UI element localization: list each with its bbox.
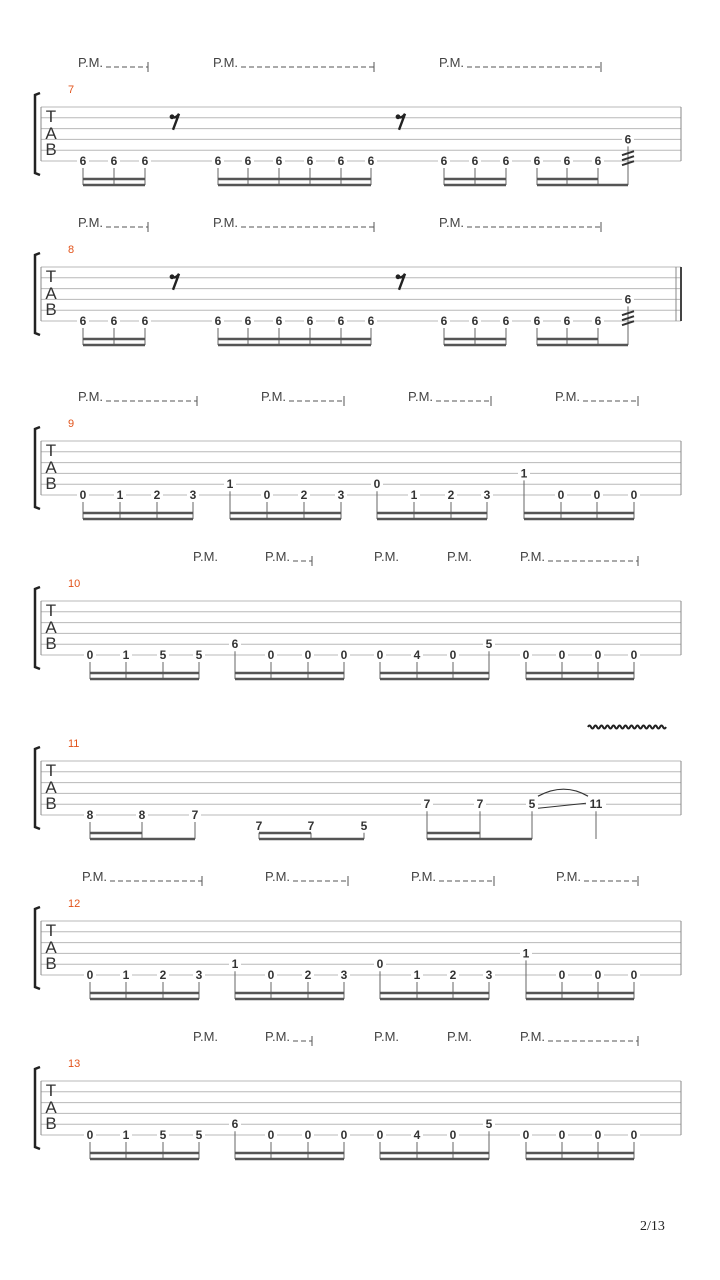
fret-number: 7: [255, 818, 263, 833]
system-bracket: [35, 253, 40, 335]
fret-number: 6: [594, 154, 602, 168]
fret-number: 1: [122, 968, 130, 982]
eighth-rest-dot: [396, 274, 401, 279]
fret-number: 1: [122, 1128, 130, 1142]
tab-clef-letter: A: [45, 1098, 57, 1117]
palm-mute-label: P.M.: [78, 55, 104, 70]
tie-arc: [538, 789, 588, 796]
fret-number: 0: [594, 968, 602, 982]
fret-number: 6: [306, 314, 314, 328]
palm-mute-label: P.M.: [78, 389, 104, 404]
tab-clef-letter: A: [45, 938, 57, 957]
fret-number: 0: [558, 648, 566, 662]
fret-number: 0: [304, 1128, 312, 1142]
fret-number: 6: [533, 154, 541, 168]
fret-number: 0: [449, 1128, 457, 1142]
tab-clef-letter: T: [45, 107, 57, 126]
fret-number: 8: [138, 808, 146, 822]
tab-clef-letter: T: [45, 601, 57, 620]
tab-clef-letter: A: [45, 458, 57, 477]
fret-number: 1: [413, 968, 421, 982]
palm-mute-label: P.M.: [556, 869, 582, 884]
palm-mute-label: P.M.: [265, 869, 291, 884]
palm-mute-label: P.M.: [78, 215, 104, 230]
palm-mute-label: P.M.: [447, 549, 473, 564]
fret-number: 6: [275, 314, 283, 328]
palm-mute-label: P.M.: [520, 1029, 546, 1044]
fret-number: 0: [340, 648, 348, 662]
fret-number: 0: [373, 477, 381, 492]
fret-number: 2: [449, 968, 457, 982]
fret-number: 6: [367, 314, 375, 328]
tab-clef-letter: A: [45, 124, 57, 143]
fret-number: 6: [502, 314, 510, 328]
measure-number: 7: [68, 84, 75, 96]
tab-clef-letter: B: [45, 794, 57, 813]
fret-number: 0: [449, 648, 457, 662]
fret-number: 6: [110, 154, 118, 168]
fret-number: 7: [476, 797, 484, 812]
fret-number: 6: [275, 154, 283, 168]
palm-mute-label: P.M.: [374, 549, 400, 564]
fret-number: 6: [624, 292, 632, 307]
fret-number: 6: [231, 1117, 239, 1132]
fret-number: 0: [86, 1128, 94, 1142]
fret-number: 6: [141, 314, 149, 328]
fret-number: 0: [630, 488, 638, 502]
fret-number: 3: [485, 968, 493, 982]
palm-mute-label: P.M.: [439, 55, 465, 70]
tab-clef-letter: B: [45, 954, 57, 973]
fret-number: 0: [558, 968, 566, 982]
fret-number: 6: [367, 154, 375, 168]
eighth-rest-dot: [170, 114, 175, 119]
palm-mute-label: P.M.: [193, 549, 219, 564]
tab-clef-letter: T: [45, 441, 57, 460]
fret-number: 0: [263, 488, 271, 502]
system-bracket: [35, 747, 40, 829]
fret-number: 6: [214, 314, 222, 328]
fret-number: 0: [630, 648, 638, 662]
fret-number: 0: [376, 957, 384, 972]
fret-number: 2: [159, 968, 167, 982]
fret-number: 7: [191, 808, 199, 822]
fret-number: 2: [153, 488, 161, 502]
fret-number: 0: [594, 1128, 602, 1142]
tab-clef-letter: A: [45, 618, 57, 637]
fret-number: 5: [485, 1117, 493, 1132]
fret-number: 2: [300, 488, 308, 502]
measure-number: 9: [68, 418, 75, 430]
fret-number: 8: [86, 808, 94, 822]
fret-number: 5: [159, 648, 167, 662]
palm-mute-label: P.M.: [193, 1029, 219, 1044]
fret-number: 6: [141, 154, 149, 168]
fret-number: 6: [563, 154, 571, 168]
fret-number: 1: [231, 957, 239, 972]
fret-number: 5: [360, 818, 368, 833]
fret-number: 0: [630, 968, 638, 982]
fret-number: 6: [79, 314, 87, 328]
system-bracket: [35, 907, 40, 989]
fret-number: 7: [307, 818, 315, 833]
tab-clef-letter: B: [45, 140, 57, 159]
palm-mute-label: P.M.: [213, 215, 239, 230]
palm-mute-label: P.M.: [555, 389, 581, 404]
fret-number: 1: [410, 488, 418, 502]
tab-clef-letter: A: [45, 778, 57, 797]
system-bracket: [35, 1067, 40, 1149]
measure-number: 13: [68, 1058, 81, 1070]
fret-number: 6: [337, 154, 345, 168]
system-bracket: [35, 427, 40, 509]
palm-mute-label: P.M.: [265, 1029, 291, 1044]
fret-number: 6: [440, 314, 448, 328]
fret-number: 0: [557, 488, 565, 502]
measure-number: 8: [68, 244, 75, 256]
tab-clef-letter: B: [45, 300, 57, 319]
fret-number: 6: [563, 314, 571, 328]
tab-clef-letter: A: [45, 284, 57, 303]
fret-number: 6: [231, 637, 239, 652]
eighth-rest-dot: [170, 274, 175, 279]
fret-number: 0: [594, 648, 602, 662]
fret-number: 3: [189, 488, 197, 502]
palm-mute-label: P.M.: [411, 869, 437, 884]
palm-mute-label: P.M.: [213, 55, 239, 70]
palm-mute-label: P.M.: [447, 1029, 473, 1044]
fret-number: 6: [440, 154, 448, 168]
fret-number: 3: [340, 968, 348, 982]
fret-number: 0: [630, 1128, 638, 1142]
tab-clef-letter: B: [45, 474, 57, 493]
fret-number: 0: [267, 968, 275, 982]
fret-number: 0: [340, 1128, 348, 1142]
palm-mute-label: P.M.: [520, 549, 546, 564]
fret-number: 6: [594, 314, 602, 328]
fret-number: 0: [267, 1128, 275, 1142]
fret-number: 1: [226, 477, 234, 492]
palm-mute-label: P.M.: [408, 389, 434, 404]
fret-number: 0: [522, 648, 530, 662]
fret-number: 11: [589, 797, 603, 812]
page-number: 2/13: [640, 1219, 665, 1234]
fret-number: 6: [110, 314, 118, 328]
fret-number: 0: [376, 1128, 384, 1142]
fret-number: 5: [195, 1128, 203, 1142]
fret-number: 0: [86, 968, 94, 982]
fret-number: 1: [122, 648, 130, 662]
fret-number: 6: [306, 154, 314, 168]
tab-clef-letter: T: [45, 267, 57, 286]
fret-number: 6: [244, 154, 252, 168]
fret-number: 6: [624, 132, 632, 147]
tab-clef-letter: B: [45, 634, 57, 653]
fret-number: 7: [423, 797, 431, 812]
fret-number: 4: [413, 648, 421, 662]
fret-number: 6: [337, 314, 345, 328]
tab-clef-letter: T: [45, 761, 57, 780]
vibrato-mark: [588, 726, 666, 729]
palm-mute-label: P.M.: [261, 389, 287, 404]
eighth-rest-dot: [396, 114, 401, 119]
system-bracket: [35, 587, 40, 669]
measure-number: 10: [68, 578, 81, 590]
fret-number: 1: [116, 488, 124, 502]
fret-number: 6: [502, 154, 510, 168]
fret-number: 1: [522, 946, 530, 961]
measure-number: 11: [68, 738, 80, 750]
fret-number: 5: [485, 637, 493, 652]
fret-number: 5: [195, 648, 203, 662]
fret-number: 0: [267, 648, 275, 662]
fret-number: 0: [558, 1128, 566, 1142]
palm-mute-label: P.M.: [439, 215, 465, 230]
fret-number: 6: [533, 314, 541, 328]
fret-number: 2: [447, 488, 455, 502]
measure-number: 12: [68, 898, 81, 910]
palm-mute-label: P.M.: [82, 869, 108, 884]
fret-number: 0: [79, 488, 87, 502]
palm-mute-label: P.M.: [374, 1029, 400, 1044]
tab-clef-letter: B: [45, 1114, 57, 1133]
fret-number: 4: [413, 1128, 421, 1142]
fret-number: 6: [244, 314, 252, 328]
fret-number: 6: [471, 154, 479, 168]
system-bracket: [35, 93, 40, 175]
fret-number: 5: [528, 797, 536, 812]
fret-number: 6: [79, 154, 87, 168]
fret-number: 5: [159, 1128, 167, 1142]
fret-number: 0: [86, 648, 94, 662]
fret-number: 6: [214, 154, 222, 168]
palm-mute-label: P.M.: [265, 549, 291, 564]
fret-number: 3: [337, 488, 345, 502]
fret-number: 3: [195, 968, 203, 982]
fret-number: 6: [471, 314, 479, 328]
fret-number: 0: [522, 1128, 530, 1142]
fret-number: 3: [483, 488, 491, 502]
tab-clef-letter: T: [45, 921, 57, 940]
fret-number: 0: [593, 488, 601, 502]
fret-number: 2: [304, 968, 312, 982]
tab-clef-letter: T: [45, 1081, 57, 1100]
fret-number: 0: [304, 648, 312, 662]
fret-number: 0: [376, 648, 384, 662]
fret-number: 1: [520, 466, 528, 481]
